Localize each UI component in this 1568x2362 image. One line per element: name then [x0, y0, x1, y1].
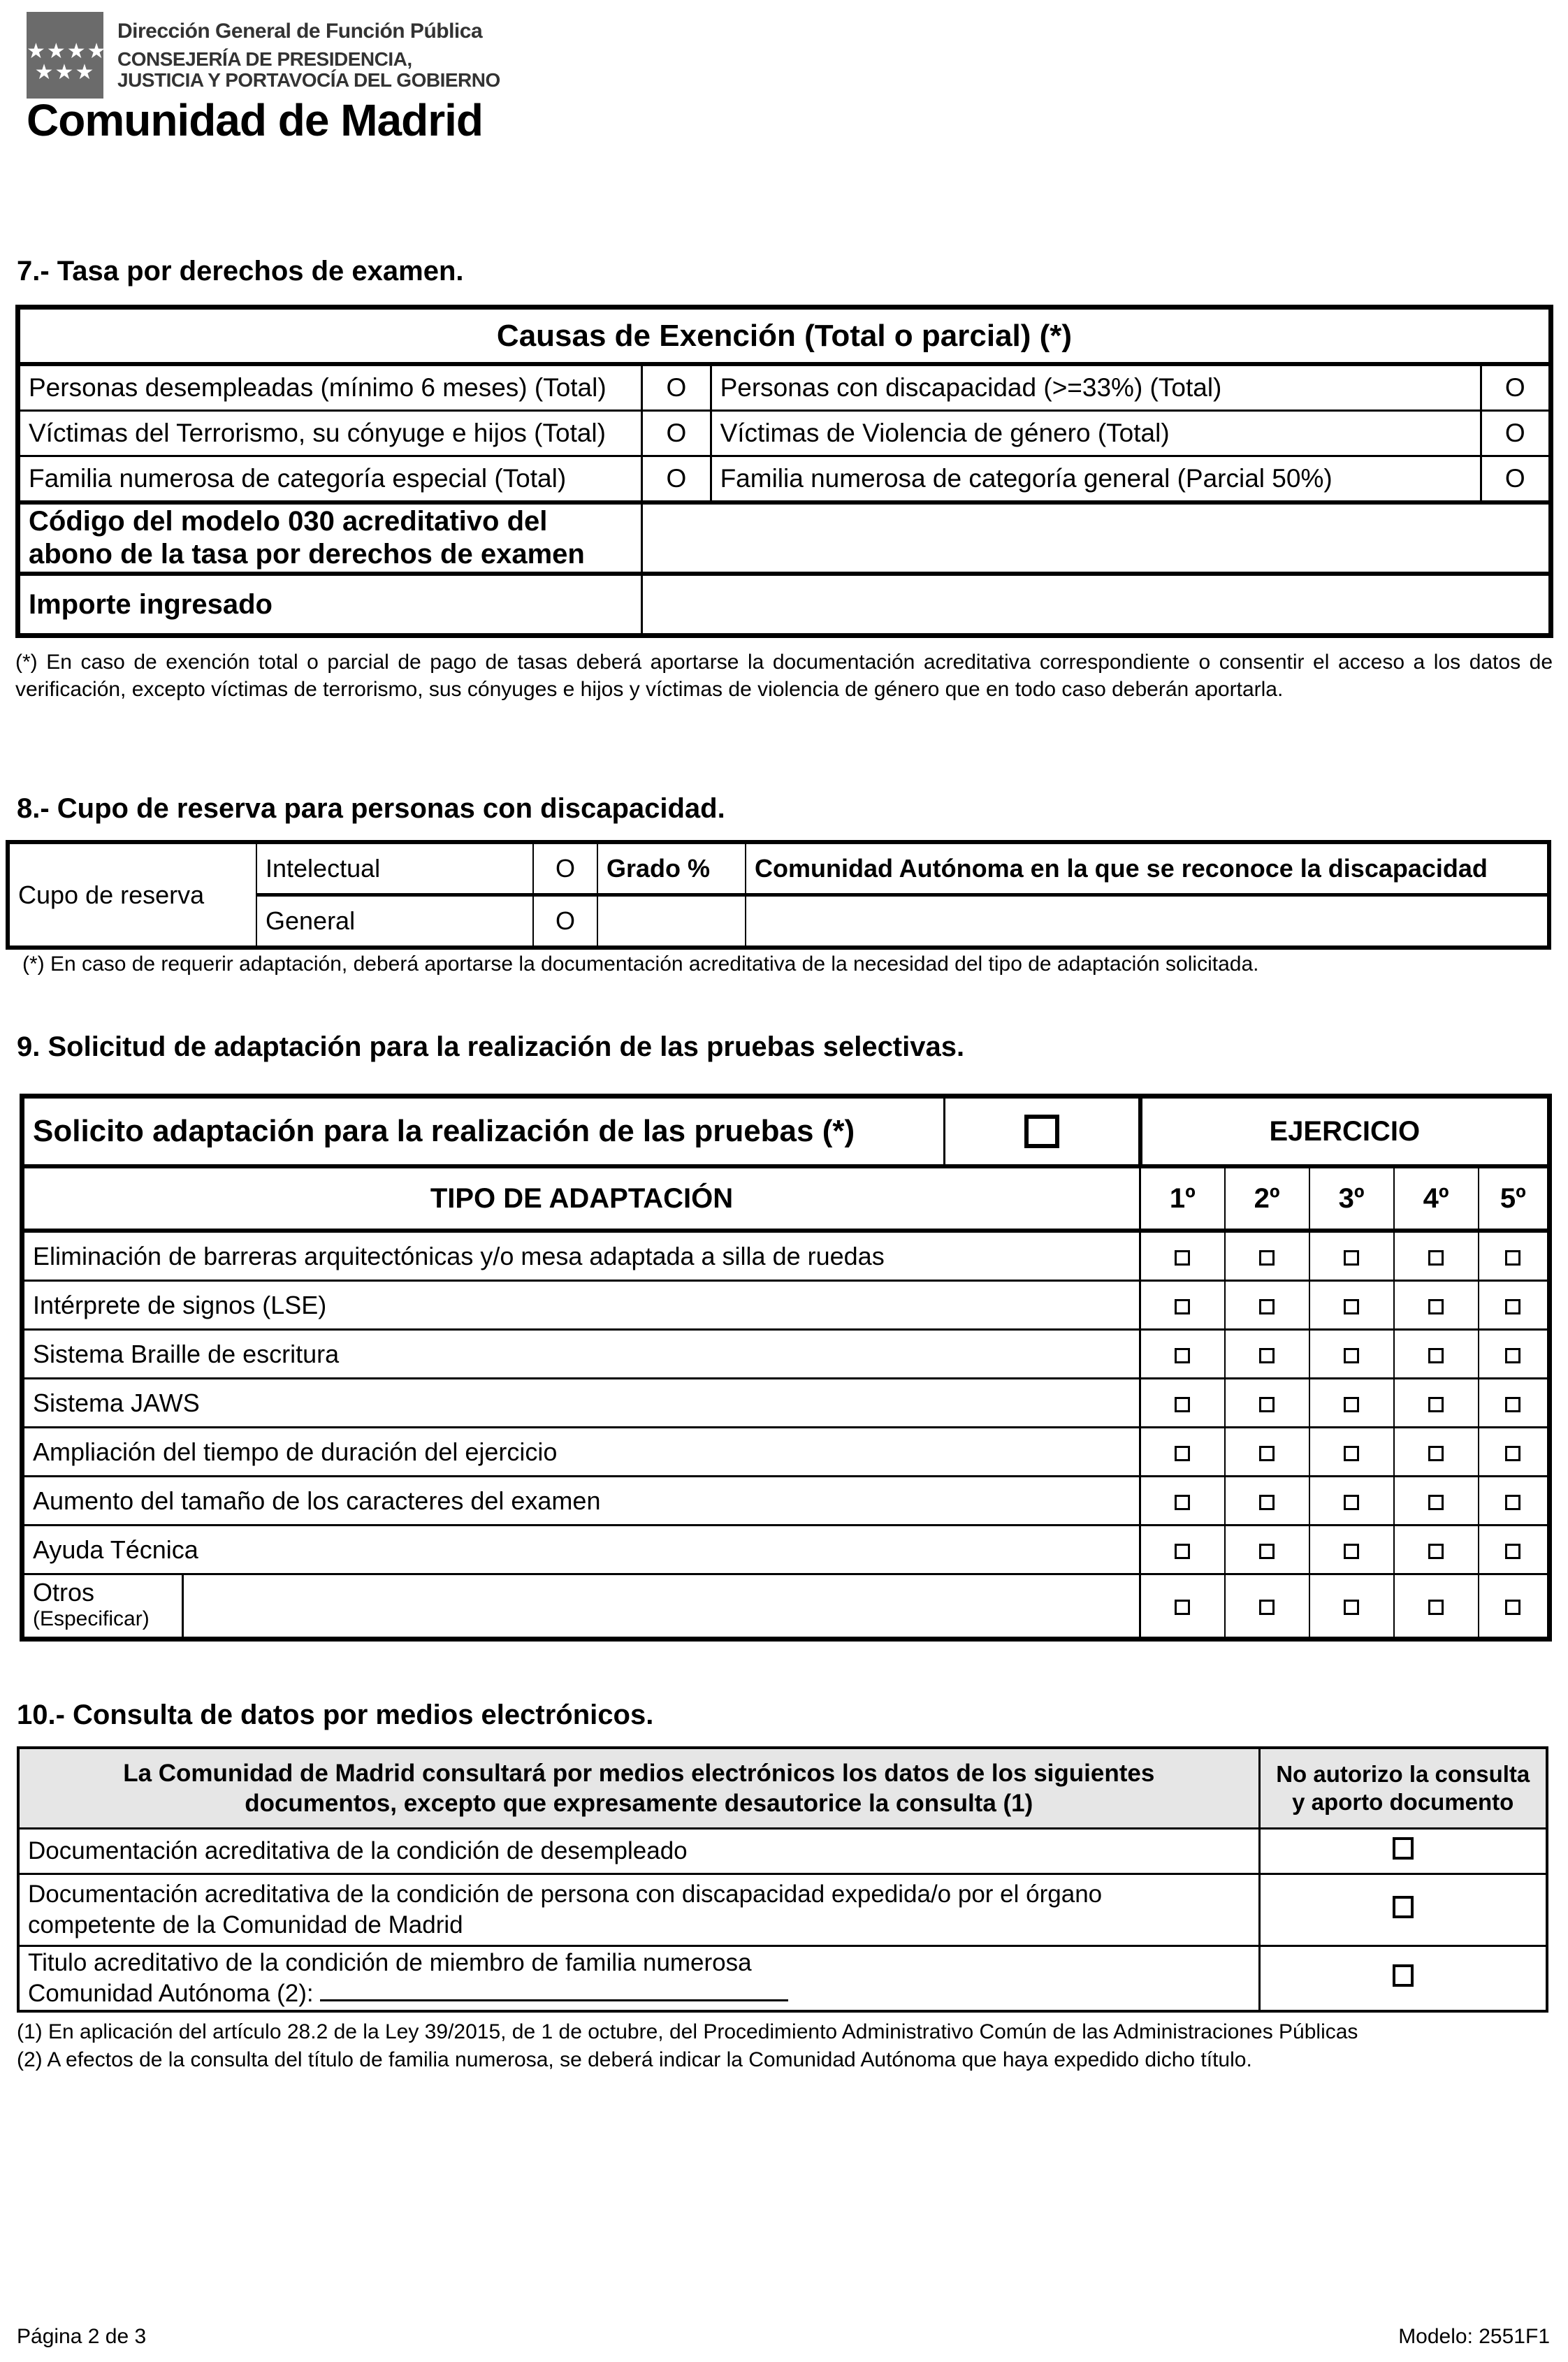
- option-intelectual: Intelectual: [256, 842, 533, 895]
- exemption-header: Causas de Exención (Total o parcial) (*): [18, 307, 1551, 365]
- checkbox-icon: [1344, 1446, 1359, 1461]
- checkbox-icon: [1505, 1397, 1520, 1412]
- adaptation-row-otros: [22, 1574, 1550, 1639]
- consult-row: [18, 1946, 1547, 2012]
- radio-terrorismo[interactable]: O: [642, 411, 711, 456]
- section9-title: 9. Solicitud de adaptación para la realización de las pruebas selectivas.: [17, 1031, 965, 1062]
- radio-desempleadas[interactable]: O: [642, 364, 711, 411]
- radio-familia-general[interactable]: O: [1481, 456, 1551, 503]
- exemption-row: [18, 411, 1551, 456]
- exercise-checkbox[interactable]: [1394, 1281, 1479, 1330]
- consult-row: [18, 1874, 1547, 1946]
- exercise-checkbox[interactable]: [1140, 1330, 1225, 1379]
- cause-label: Víctimas del Terrorismo, su cónyuge e hijos (Total): [18, 411, 642, 456]
- ccaa-label: Comunidad Autónoma en la que se reconoce la discapacidad: [746, 842, 1549, 895]
- request-adaptation-checkbox[interactable]: [945, 1096, 1140, 1167]
- org-line-1: Dirección General de Función Pública: [117, 20, 483, 43]
- consult-row-line2: competente de la Comunidad de Madrid: [28, 1911, 463, 1939]
- exercise-checkbox[interactable]: [1140, 1379, 1225, 1428]
- ccaa-familia-label: Comunidad Autónoma (2):: [28, 1980, 314, 2007]
- checkbox-icon: [1393, 1964, 1414, 1987]
- checkbox-icon: [1259, 1250, 1275, 1266]
- section10-footnote-2: (2) A efectos de la consulta del título de familia numerosa, se deberá indicar la Comunidad Autónoma que haya expedido dicho título.: [17, 2048, 1252, 2071]
- exercise-checkbox[interactable]: [1140, 1477, 1225, 1526]
- amount-label: Importe ingresado: [18, 574, 642, 636]
- org-line-2: [117, 49, 500, 91]
- section10-footnote-1: (1) En aplicación del artículo 28.2 de la Ley 39/2015, de 1 de octubre, del Procedimiento Administrativo Común de las Administraciones Públicas: [17, 2020, 1358, 2043]
- checkbox-icon: [1175, 1299, 1190, 1314]
- checkbox-icon: [1175, 1600, 1190, 1615]
- exercise-checkbox[interactable]: [1394, 1231, 1479, 1281]
- cause-label: Familia numerosa de categoría especial (Total): [18, 456, 642, 503]
- consult-row-label: [18, 1874, 1259, 1946]
- exercise-checkbox[interactable]: [1225, 1330, 1309, 1379]
- adaptation-label: Sistema Braille de escritura: [22, 1330, 1140, 1379]
- adaptation-row: [22, 1428, 1550, 1477]
- page-number: Página 2 de 3: [17, 2325, 147, 2348]
- section8-title: 8.- Cupo de reserva para personas con discapacidad.: [17, 793, 725, 824]
- no-autorizo-checkbox[interactable]: [1259, 1946, 1547, 2012]
- exercise-checkbox[interactable]: [1394, 1379, 1479, 1428]
- checkbox-icon: [1259, 1348, 1275, 1363]
- exercise-checkbox[interactable]: [1140, 1231, 1225, 1281]
- exemption-row: [18, 456, 1551, 503]
- exercise-checkbox[interactable]: [1225, 1231, 1309, 1281]
- radio-violencia-genero[interactable]: O: [1481, 411, 1551, 456]
- checkbox-icon: [1428, 1544, 1444, 1559]
- consult-row-line2: [28, 1978, 1250, 2009]
- checkbox-icon: [1175, 1348, 1190, 1363]
- no-autorizo-checkbox[interactable]: [1259, 1829, 1547, 1874]
- radio-familia-especial[interactable]: O: [642, 456, 711, 503]
- checkbox-icon: [1344, 1600, 1359, 1615]
- adaptation-table: [20, 1094, 1552, 1642]
- option-general: General: [256, 895, 533, 948]
- exercise-checkbox[interactable]: [1225, 1379, 1309, 1428]
- ejercicio-col-4: 4º: [1394, 1166, 1479, 1231]
- checkbox-icon: [1259, 1397, 1275, 1412]
- brand-title: Comunidad de Madrid: [27, 95, 483, 145]
- checkbox-icon: [1344, 1495, 1359, 1510]
- reserve-quota-table: [6, 840, 1551, 950]
- adaptation-label: Intérprete de signos (LSE): [22, 1281, 1140, 1330]
- amount-field[interactable]: [642, 574, 1551, 636]
- exercise-checkbox[interactable]: [1225, 1526, 1309, 1574]
- ejercicio-col-2: 2º: [1225, 1166, 1309, 1231]
- checkbox-icon: [1344, 1299, 1359, 1314]
- checkbox-icon: [1259, 1600, 1275, 1615]
- exercise-checkbox[interactable]: [1479, 1281, 1550, 1330]
- ejercicio-col-1: 1º: [1140, 1166, 1225, 1231]
- exercise-checkbox[interactable]: [1225, 1574, 1309, 1639]
- adaptation-row: [22, 1379, 1550, 1428]
- exemption-row: [18, 364, 1551, 411]
- cause-label: Víctimas de Violencia de género (Total): [711, 411, 1481, 456]
- ccaa-familia-field[interactable]: [320, 1978, 788, 2001]
- checkbox-icon: [1428, 1397, 1444, 1412]
- consult-row-line1: Documentación acreditativa de la condición de persona con discapacidad expedida/o por el órgano: [28, 1881, 1103, 1908]
- exercise-checkbox[interactable]: [1394, 1428, 1479, 1477]
- section7-footnote: (*) En caso de exención total o parcial de pago de tasas deberá aportarse la documentación acreditativa correspondiente o consentir el acceso a los datos de verificación, excepto víctimas de terrorismo, sus cónyuges e hijos y víctimas de violencia de género que en todo caso deberán aportarla.: [15, 651, 1553, 701]
- checkbox-icon: [1175, 1446, 1190, 1461]
- cause-label: Personas con discapacidad (>=33%) (Total): [711, 364, 1481, 411]
- consult-header-side: No autorizo la consulta y aporto documento: [1259, 1748, 1547, 1829]
- checkbox-icon: [1505, 1600, 1520, 1615]
- exemption-table: [15, 305, 1553, 638]
- ejercicio-col-5: 5º: [1479, 1166, 1550, 1231]
- no-autorizo-checkbox[interactable]: [1259, 1874, 1547, 1946]
- exercise-checkbox[interactable]: [1479, 1428, 1550, 1477]
- cause-label: Familia numerosa de categoría general (Parcial 50%): [711, 456, 1481, 503]
- checkbox-icon: [1428, 1348, 1444, 1363]
- checkbox-icon: [1259, 1299, 1275, 1314]
- exercise-checkbox[interactable]: [1394, 1574, 1479, 1639]
- adaptation-label: Aumento del tamaño de los caracteres del examen: [22, 1477, 1140, 1526]
- exercise-checkbox[interactable]: [1225, 1428, 1309, 1477]
- exercise-checkbox[interactable]: [1394, 1526, 1479, 1574]
- exercise-checkbox[interactable]: [1140, 1526, 1225, 1574]
- ccaa-field[interactable]: [746, 895, 1549, 948]
- consult-header-main: La Comunidad de Madrid consultará por medios electrónicos los datos de los siguientes documentos, excepto que expresamente desautorice la consulta (1): [18, 1748, 1259, 1829]
- reserve-label: Cupo de reserva: [8, 842, 256, 948]
- logo-emblem: [27, 12, 108, 99]
- exercise-checkbox[interactable]: [1309, 1330, 1394, 1379]
- checkbox-icon: [1344, 1544, 1359, 1559]
- checkbox-icon: [1428, 1600, 1444, 1615]
- checkbox-icon: [1175, 1250, 1190, 1266]
- ejercicio-col-3: 3º: [1309, 1166, 1394, 1231]
- grado-field[interactable]: [597, 895, 746, 948]
- tipo-adaptacion-header: TIPO DE ADAPTACIÓN: [22, 1166, 1140, 1231]
- checkbox-icon: [1259, 1544, 1275, 1559]
- request-adaptation-label: Solicito adaptación para la realización de las pruebas (*): [22, 1096, 945, 1167]
- otros-sublabel: (Especificar): [33, 1607, 150, 1630]
- section7-title: 7.- Tasa por derechos de examen.: [17, 256, 464, 287]
- section8-note: (*) En caso de requerir adaptación, deberá aportarse la documentación acreditativa de la necesidad del tipo de adaptación solicitada.: [22, 952, 1259, 976]
- exercise-checkbox[interactable]: [1140, 1574, 1225, 1639]
- checkbox-icon: [1393, 1837, 1414, 1860]
- checkbox-icon: [1024, 1115, 1059, 1148]
- exercise-checkbox[interactable]: [1140, 1281, 1225, 1330]
- adaptation-label: Eliminación de barreras arquitectónicas y/o mesa adaptada a silla de ruedas: [22, 1231, 1140, 1281]
- adaptation-label: Ayuda Técnica: [22, 1526, 1140, 1574]
- exercise-checkbox[interactable]: [1479, 1231, 1550, 1281]
- checkbox-icon: [1505, 1348, 1520, 1363]
- exercise-checkbox[interactable]: [1479, 1574, 1550, 1639]
- ejercicio-header: EJERCICIO: [1140, 1096, 1550, 1167]
- checkbox-icon: [1175, 1544, 1190, 1559]
- exercise-checkbox[interactable]: [1479, 1330, 1550, 1379]
- checkbox-icon: [1505, 1250, 1520, 1266]
- exercise-checkbox[interactable]: [1140, 1428, 1225, 1477]
- consult-row: [18, 1829, 1547, 1874]
- checkbox-icon: [1175, 1397, 1190, 1412]
- adaptation-row: [22, 1477, 1550, 1526]
- checkbox-icon: [1428, 1446, 1444, 1461]
- consult-row-label: Documentación acreditativa de la condición de desempleado: [18, 1829, 1259, 1874]
- exercise-checkbox[interactable]: [1309, 1281, 1394, 1330]
- adaptation-row: [22, 1330, 1550, 1379]
- electronic-consult-table: [17, 1746, 1548, 2013]
- checkbox-icon: [1505, 1299, 1520, 1314]
- exercise-checkbox[interactable]: [1309, 1428, 1394, 1477]
- exercise-checkbox[interactable]: [1309, 1231, 1394, 1281]
- adaptation-row: [22, 1231, 1550, 1281]
- adaptation-row: [22, 1526, 1550, 1574]
- exercise-checkbox[interactable]: [1394, 1477, 1479, 1526]
- adaptation-label: Ampliación del tiempo de duración del ejercicio: [22, 1428, 1140, 1477]
- checkbox-icon: [1505, 1495, 1520, 1510]
- exercise-checkbox[interactable]: [1479, 1477, 1550, 1526]
- exercise-checkbox[interactable]: [1225, 1281, 1309, 1330]
- code-030-field[interactable]: [642, 502, 1551, 574]
- checkbox-icon: [1428, 1299, 1444, 1314]
- exercise-checkbox[interactable]: [1479, 1379, 1550, 1428]
- checkbox-icon: [1428, 1250, 1444, 1266]
- checkbox-icon: [1344, 1397, 1359, 1412]
- cause-label: Personas desempleadas (mínimo 6 meses) (Total): [18, 364, 642, 411]
- exercise-checkbox[interactable]: [1394, 1330, 1479, 1379]
- consult-row-label: [18, 1946, 1259, 2012]
- consult-row-line1: Titulo acreditativo de la condición de miembro de familia numerosa: [28, 1949, 752, 1976]
- model-number: Modelo: 2551F1: [1398, 2325, 1550, 2348]
- exercise-checkbox[interactable]: [1225, 1477, 1309, 1526]
- org-line-2-text: CONSEJERÍA DE PRESIDENCIA,: [117, 48, 412, 70]
- radio-general[interactable]: O: [533, 895, 597, 948]
- checkbox-icon: [1259, 1446, 1275, 1461]
- checkbox-icon: [1259, 1495, 1275, 1510]
- checkbox-icon: [1505, 1544, 1520, 1559]
- checkbox-icon: [1505, 1446, 1520, 1461]
- code-030-label: Código del modelo 030 acreditativo del abono de la tasa por derechos de examen: [18, 502, 642, 574]
- stars-icon: ★★★★ ★★★: [27, 39, 108, 85]
- checkbox-icon: [1428, 1495, 1444, 1510]
- checkbox-icon: [1344, 1250, 1359, 1266]
- checkbox-icon: [1175, 1495, 1190, 1510]
- exercise-checkbox[interactable]: [1309, 1379, 1394, 1428]
- exercise-checkbox[interactable]: [1309, 1526, 1394, 1574]
- otros-label-cell: [22, 1574, 183, 1639]
- exercise-checkbox[interactable]: [1309, 1574, 1394, 1639]
- section10-title: 10.- Consulta de datos por medios electrónicos.: [17, 1700, 654, 1730]
- radio-discapacidad[interactable]: O: [1481, 364, 1551, 411]
- otros-field[interactable]: [183, 1574, 1140, 1639]
- exercise-checkbox[interactable]: [1309, 1477, 1394, 1526]
- org-line-3-text: JUSTICIA Y PORTAVOCÍA DEL GOBIERNO: [117, 69, 500, 91]
- grado-label: Grado %: [597, 842, 746, 895]
- exercise-checkbox[interactable]: [1479, 1526, 1550, 1574]
- checkbox-icon: [1393, 1896, 1414, 1918]
- checkbox-icon: [1344, 1348, 1359, 1363]
- adaptation-label: Sistema JAWS: [22, 1379, 1140, 1428]
- radio-intelectual[interactable]: O: [533, 842, 597, 895]
- otros-label: Otros: [33, 1578, 95, 1607]
- adaptation-row: [22, 1281, 1550, 1330]
